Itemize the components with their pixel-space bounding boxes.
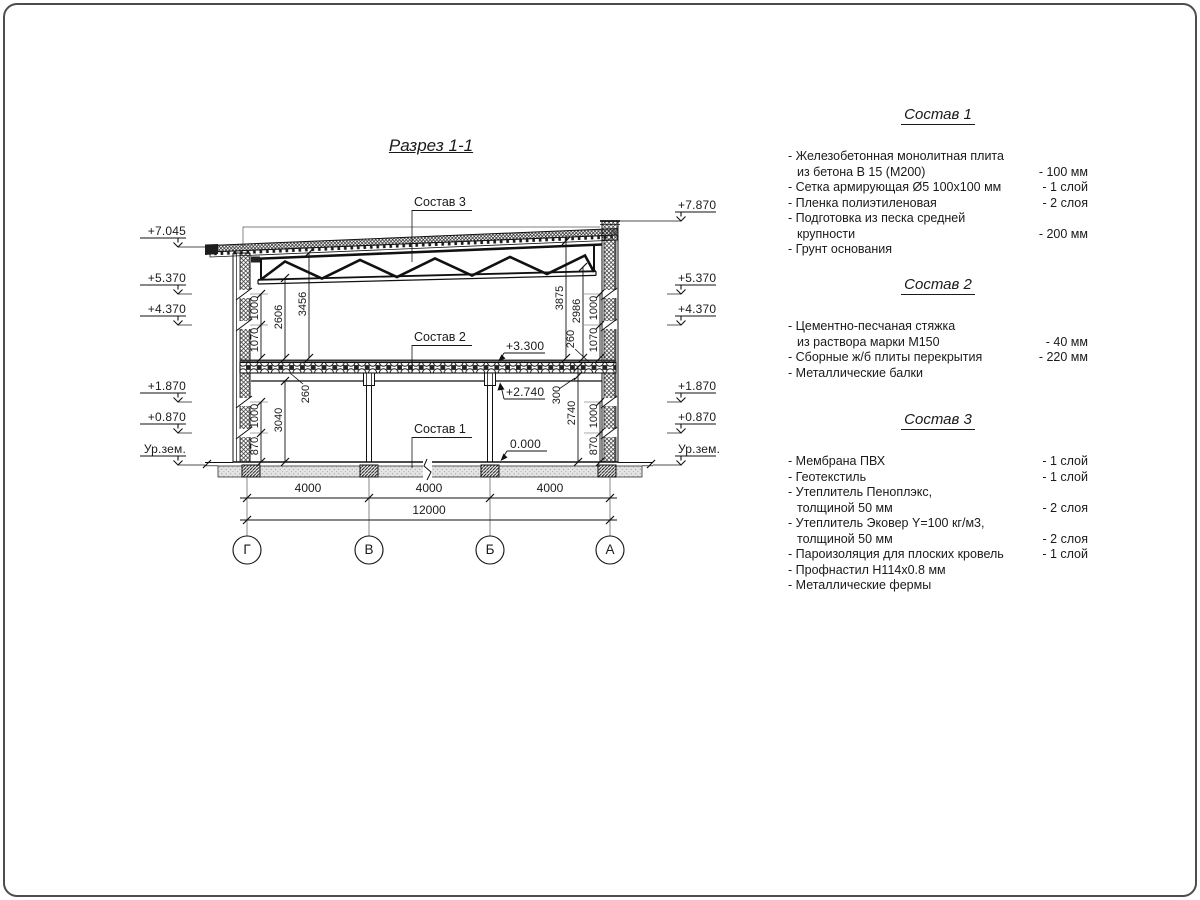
composition-item-value: - 1 слой xyxy=(1042,180,1088,194)
composition-item xyxy=(788,470,1088,486)
composition-item-line1: - Утеплитель Пеноплэкс, xyxy=(788,485,933,499)
composition-item xyxy=(788,196,1088,212)
vdim-right-870: 870 xyxy=(588,436,600,456)
elevation-left-5370: +5.370 xyxy=(147,271,186,285)
composition-item-value: - 1 слой xyxy=(1042,469,1088,484)
vdim-left-3456: 3456 xyxy=(297,291,309,317)
elevation-2740: +2.740 xyxy=(506,385,545,399)
axis-bubble-g: Г xyxy=(243,542,251,557)
composition-1-block xyxy=(788,106,1088,258)
composition-item-line1: - Геотекстиль xyxy=(788,469,867,484)
composition-item-line1: - Пленка полиэтиленовая xyxy=(788,195,937,210)
composition-item-value: - 40 мм xyxy=(1045,334,1088,349)
composition-item-line1: - Сборные ж/б плиты перекрытия xyxy=(788,350,983,364)
axis-bubble-b: Б xyxy=(485,542,495,557)
composition-item-line1: - Пароизоляция для плоских кровель xyxy=(788,547,1004,561)
vdim-left-1000a: 1000 xyxy=(249,403,261,429)
composition-item-line2: из бетона В 15 (М200) xyxy=(797,164,926,179)
composition-item-value: - 2 слоя xyxy=(1042,500,1088,515)
composition-item-value: - 1 слой xyxy=(1042,547,1088,561)
composition-item-line1: - Подготовка из песка средней xyxy=(788,211,966,225)
composition-item xyxy=(788,149,1088,180)
composition-item xyxy=(788,366,1088,382)
vdim-left-1000b: 1000 xyxy=(249,295,261,321)
composition-item-line1: - Сетка армирующая Ø5 100х100 мм xyxy=(788,180,1002,194)
elevation-right-7870: +7.870 xyxy=(678,198,717,212)
elevation-left-4370: +4.370 xyxy=(147,302,186,316)
composition-item-line1: - Грунт основания xyxy=(788,242,893,256)
composition-item-line2: из раствора марки М150 xyxy=(797,334,940,349)
elevation-left-ground: Ур.зем. xyxy=(143,442,186,456)
composition-1-list xyxy=(788,149,1088,258)
drawing-title: Разрез 1-1 xyxy=(388,136,474,155)
elevation-left-0870: +0.870 xyxy=(147,410,186,424)
elevation-0000: 0.000 xyxy=(510,437,542,451)
composition-2-block xyxy=(788,276,1088,381)
vdim-right-260: 260 xyxy=(565,329,577,349)
composition-item-line2: крупности xyxy=(797,226,856,241)
elevation-right-0870: +0.870 xyxy=(678,410,717,424)
composition-item-line1: - Металлические балки xyxy=(788,365,923,380)
vdim-right-1000b: 1000 xyxy=(588,295,600,321)
vdim-right-2986: 2986 xyxy=(571,298,583,324)
composition-item-line1: - Утеплитель Эковер Y=100 кг/м3, xyxy=(788,516,985,530)
vdim-left-2606: 2606 xyxy=(273,304,285,330)
composition-item-line1: - Металлические фермы xyxy=(788,578,932,592)
composition-item xyxy=(788,454,1088,470)
vdim-right-1000a: 1000 xyxy=(588,403,600,429)
axis-bubble-v: В xyxy=(364,542,374,557)
composition-item-value: - 1 слой xyxy=(1042,454,1088,468)
vdim-left-260: 260 xyxy=(300,384,312,404)
vdim-right-2740: 2740 xyxy=(566,400,578,426)
composition-item xyxy=(788,516,1088,547)
composition-2-list xyxy=(788,319,1088,381)
composition-item-value: - 220 мм xyxy=(1038,350,1088,364)
hdim-total: 12000 xyxy=(412,503,446,517)
elevation-right-1870: +1.870 xyxy=(678,379,717,393)
composition-3-title: Состав 3 xyxy=(788,411,1088,428)
hdim-span3: 4000 xyxy=(536,481,564,495)
vdim-left-3040: 3040 xyxy=(273,407,285,433)
vdim-right-3875: 3875 xyxy=(554,285,566,311)
composition-item-line1: - Профнастил Н114х0.8 мм xyxy=(788,562,946,577)
composition-item xyxy=(788,563,1088,579)
hdim-span2: 4000 xyxy=(415,481,443,495)
sostav3-callout: Состав 3 xyxy=(412,195,472,211)
composition-item-value: - 2 слоя xyxy=(1042,195,1088,210)
composition-item xyxy=(788,547,1088,563)
composition-item-value: - 200 мм xyxy=(1038,226,1088,241)
elevation-right-ground: Ур.зем. xyxy=(678,442,721,456)
composition-item xyxy=(788,350,1088,366)
elevation-left-1870: +1.870 xyxy=(147,379,186,393)
vdim-right-300: 300 xyxy=(551,385,563,405)
composition-item xyxy=(788,211,1088,242)
composition-item xyxy=(788,319,1088,350)
vdim-left-1070: 1070 xyxy=(249,327,261,353)
composition-item-line1: - Цементно-песчаная стяжка xyxy=(788,319,956,333)
elevation-right-4370: +4.370 xyxy=(678,302,717,316)
composition-3-block xyxy=(788,411,1088,594)
sostav1-callout: Состав 1 xyxy=(412,422,472,438)
composition-item-line2: толщиной 50 мм xyxy=(797,531,893,546)
composition-2-title: Состав 2 xyxy=(788,276,1088,293)
hdim-span1: 4000 xyxy=(294,481,322,495)
elevation-left-7045: +7.045 xyxy=(147,224,186,238)
composition-item xyxy=(788,485,1088,516)
composition-item-line2: толщиной 50 мм xyxy=(797,500,893,515)
composition-item xyxy=(788,242,1088,258)
elevation-right-5370: +5.370 xyxy=(678,271,717,285)
composition-item xyxy=(788,578,1088,594)
composition-item-value: - 100 мм xyxy=(1038,164,1088,179)
sostav2-callout: Состав 2 xyxy=(412,330,472,346)
vdim-left-870: 870 xyxy=(249,436,261,456)
axis-bubble-a: А xyxy=(605,542,615,557)
composition-3-list xyxy=(788,454,1088,594)
composition-item-line1: - Железобетонная монолитная плита xyxy=(788,149,1004,163)
composition-item-value: - 2 слоя xyxy=(1042,531,1088,546)
composition-item xyxy=(788,180,1088,196)
elevation-3300: +3.300 xyxy=(506,339,545,353)
composition-1-title: Состав 1 xyxy=(788,106,1088,123)
composition-item-line1: - Мембрана ПВХ xyxy=(788,454,886,468)
vdim-right-1070: 1070 xyxy=(588,327,600,353)
